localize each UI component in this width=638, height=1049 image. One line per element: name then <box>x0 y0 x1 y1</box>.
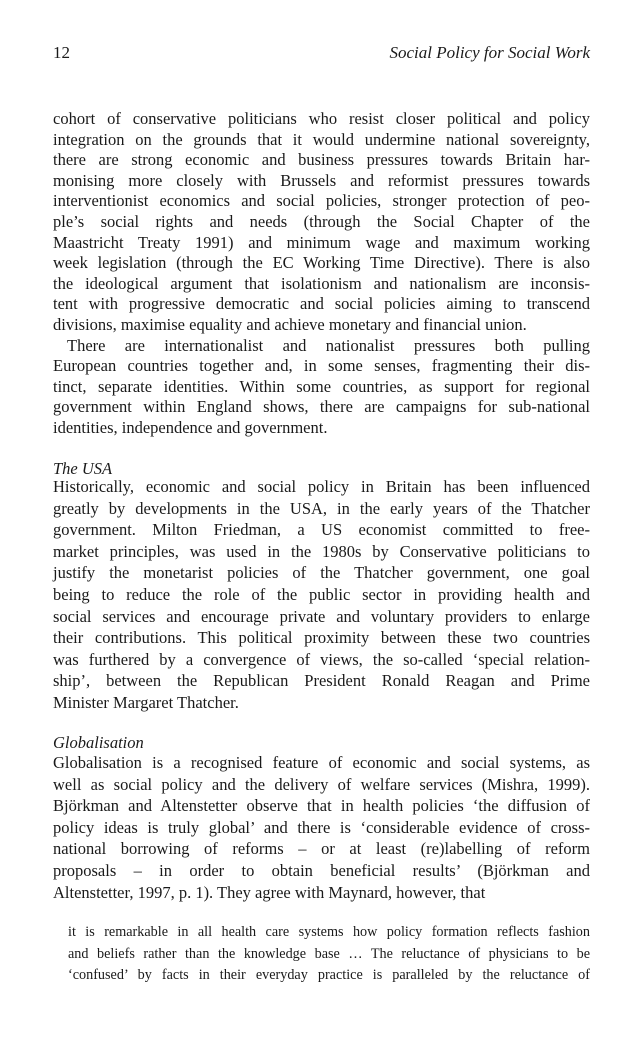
text-line: policy ideas is truly global’ and there is ‘considerable evidence of cross- <box>53 817 590 837</box>
section-globalisation-text <box>53 752 590 903</box>
text-line: Altenstetter, 1997, p. 1). They agree with Maynard, however, that <box>53 882 486 902</box>
text-line: monising more closely with Brussels and reformist pressures towards <box>53 170 590 190</box>
text-line: ‘confused’ by facts in their everyday practice is paralleled by the reluctance of <box>68 967 590 983</box>
text-line: divisions, maximise equality and achieve monetary and financial union. <box>53 314 527 334</box>
section-usa-text <box>53 476 590 714</box>
text-line: interventionist economics and social policies, stronger protection of peo- <box>53 191 590 211</box>
text-line: market principles, was used in the 1980s by Conservative politicians to <box>53 541 590 561</box>
text-line: European countries together and, in some senses, fragmenting their dis- <box>53 356 590 376</box>
text-line: proposals – in order to obtain beneficial results’ (Björkman and <box>53 860 590 880</box>
heading-globalisation: Globalisation <box>53 733 144 752</box>
text-line: ship’, between the Republican President Ronald Reagan and Prime <box>53 671 590 691</box>
running-header <box>53 42 590 64</box>
text-line: was furthered by a convergence of views, the so-called ‘special relation- <box>53 649 590 669</box>
text-line: There are internationalist and nationalist pressures both pulling <box>67 335 590 355</box>
text-line: government within England shows, there are campaigns for sub-national <box>53 397 590 417</box>
text-line: identities, independence and government. <box>53 417 328 437</box>
text-line: ple’s social rights and needs (through the Social Chapter of the <box>53 211 590 231</box>
text-line: being to reduce the role of the public sector in providing health and <box>53 584 590 604</box>
text-line: national borrowing of reforms – or at least (re)labelling of reform <box>53 839 590 859</box>
text-line: well as social policy and the delivery of welfare services (Mishra, 1999). <box>53 774 590 794</box>
text-line: greatly by developments in the USA, in the early years of the Thatcher <box>53 498 590 518</box>
text-line: social services and encourage private and voluntary providers to enlarge <box>53 606 590 626</box>
block-quote <box>68 922 590 987</box>
text-line: tent with progressive democratic and social policies aiming to transcend <box>53 294 590 314</box>
text-line: Björkman and Altenstetter observe that in health policies ‘the diffusion of <box>53 796 590 816</box>
text-line: integration on the grounds that it would undermine national sovereignty, <box>53 129 590 149</box>
text-line: their contributions. This political proximity between these two countries <box>53 628 590 648</box>
text-line: and beliefs rather than the knowledge base … The reluctance of physicians to be <box>68 945 590 962</box>
text-line: government. Milton Friedman, a US economist committed to free- <box>53 520 590 540</box>
running-title: Social Policy for Social Work <box>389 43 590 62</box>
text-line: justify the monetarist policies of the Thatcher government, one goal <box>53 563 590 583</box>
text-line: Maastricht Treaty 1991) and minimum wage and maximum working <box>53 232 590 252</box>
text-line: Globalisation is a recognised feature of economic and social systems, as <box>53 753 590 772</box>
text-line: the ideological argument that isolationism and nationalism are inconsis- <box>53 273 590 293</box>
text-line: there are strong economic and business pressures towards Britain har- <box>53 150 590 170</box>
heading-the-usa: The USA <box>53 459 113 478</box>
text-line: it is remarkable in all health care systems how policy formation reflects fashion <box>68 924 590 940</box>
page-number: 12 <box>53 43 70 62</box>
text-line: cohort of conservative politicians who resist closer political and policy <box>53 109 590 128</box>
text-line: tinct, separate identities. Within some countries, as support for regional <box>53 376 590 396</box>
text-line: Minister Margaret Thatcher. <box>53 692 239 712</box>
text-line: week legislation (through the EC Working Time Directive). There is also <box>53 253 590 273</box>
section-europe-text <box>53 109 590 439</box>
text-line: Historically, economic and social policy in Britain has been influenced <box>53 477 590 496</box>
